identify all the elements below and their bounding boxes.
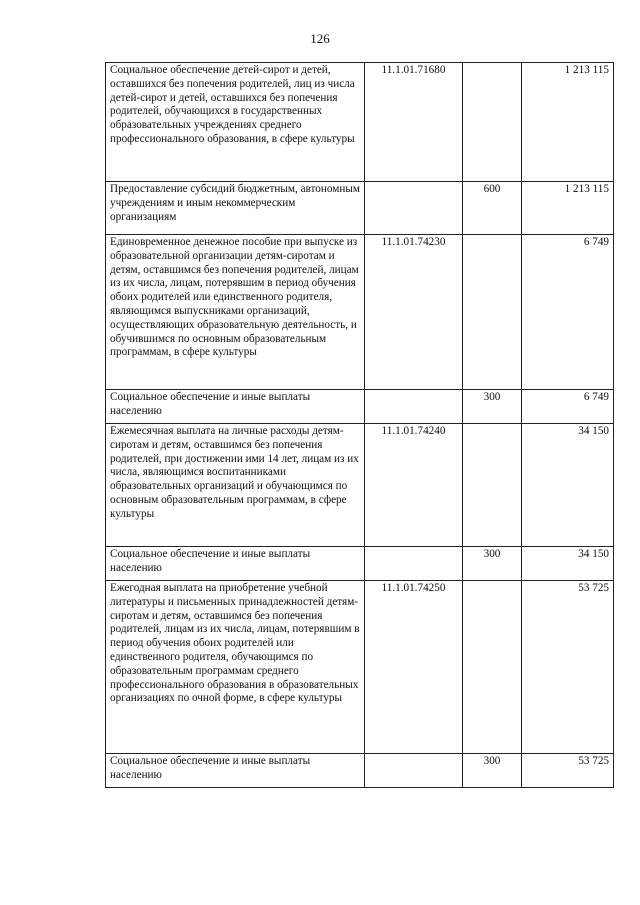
row-name: Предоставление субсидий бюджетным, автономным учреждениям и иным некоммерческим организациям <box>106 182 365 235</box>
row-code <box>365 182 463 235</box>
table-row <box>106 63 614 182</box>
table-row <box>106 581 614 754</box>
row-code: 11.1.01.74250 <box>365 581 463 754</box>
row-name: Ежегодная выплата на приобретение учебной литературы и письменных принадлежностей детям-сиротам и детям, оставшимся без попечения родителей, лицам из их числа, лицам, потерявшим в период обучения обоих родителей или единственного родителя, обучающимся по образовательным программам среднего профессионального образования в образовательных организациях по очной форме, в сфере культуры <box>106 581 365 754</box>
row-type: 600 <box>463 182 522 235</box>
row-sum: 6 749 <box>522 390 614 424</box>
row-sum: 6 749 <box>522 235 614 390</box>
row-type <box>463 424 522 547</box>
row-name: Социальное обеспечение и иные выплаты населению <box>106 547 365 581</box>
table-row <box>106 424 614 547</box>
row-sum: 34 150 <box>522 424 614 547</box>
row-code: 11.1.01.74240 <box>365 424 463 547</box>
row-code <box>365 547 463 581</box>
row-sum: 1 213 115 <box>522 182 614 235</box>
row-name: Социальное обеспечение и иные выплаты населению <box>106 390 365 424</box>
table-row <box>106 235 614 390</box>
row-type: 300 <box>463 547 522 581</box>
table-row <box>106 754 614 788</box>
row-code <box>365 754 463 788</box>
table-row <box>106 182 614 235</box>
row-name: Ежемесячная выплата на личные расходы детям-сиротам и детям, оставшимся без попечения родителей, при достижении ими 14 лет, лицам из их числа, являющимся воспитанниками образовательных организаций и обучающимся по основным образовательным программам, в сфере культуры <box>106 424 365 547</box>
row-name: Социальное обеспечение и иные выплаты населению <box>106 754 365 788</box>
budget-table <box>105 62 614 788</box>
row-sum: 34 150 <box>522 547 614 581</box>
row-type <box>463 581 522 754</box>
table-row <box>106 547 614 581</box>
row-sum: 53 725 <box>522 581 614 754</box>
row-code <box>365 390 463 424</box>
row-sum: 1 213 115 <box>522 63 614 182</box>
row-code: 11.1.01.71680 <box>365 63 463 182</box>
row-sum: 53 725 <box>522 754 614 788</box>
row-type <box>463 63 522 182</box>
row-type: 300 <box>463 754 522 788</box>
row-type: 300 <box>463 390 522 424</box>
table-row <box>106 390 614 424</box>
row-name: Единовременное денежное пособие при выпуске из образовательной организации детям-сиротам и детям, оставшимся без попечения родителей, лицам из их числа, лицам, потерявшим в период обучения обоих родителей или единственного родителя, являющимся выпускниками организаций, осуществляющих образовательную деятельность, и обучившимся по основным образовательным программам, в сфере культуры <box>106 235 365 390</box>
page-number: 126 <box>310 31 330 46</box>
row-code: 11.1.01.74230 <box>365 235 463 390</box>
row-type <box>463 235 522 390</box>
row-name: Социальное обеспечение детей-сирот и детей, оставшихся без попечения родителей, лиц из числа детей-сирот и детей, оставшихся без попечения родителей, обучающихся в государственных образовательных учреждениях среднего профессионального образования, в сфере культуры <box>106 63 365 182</box>
